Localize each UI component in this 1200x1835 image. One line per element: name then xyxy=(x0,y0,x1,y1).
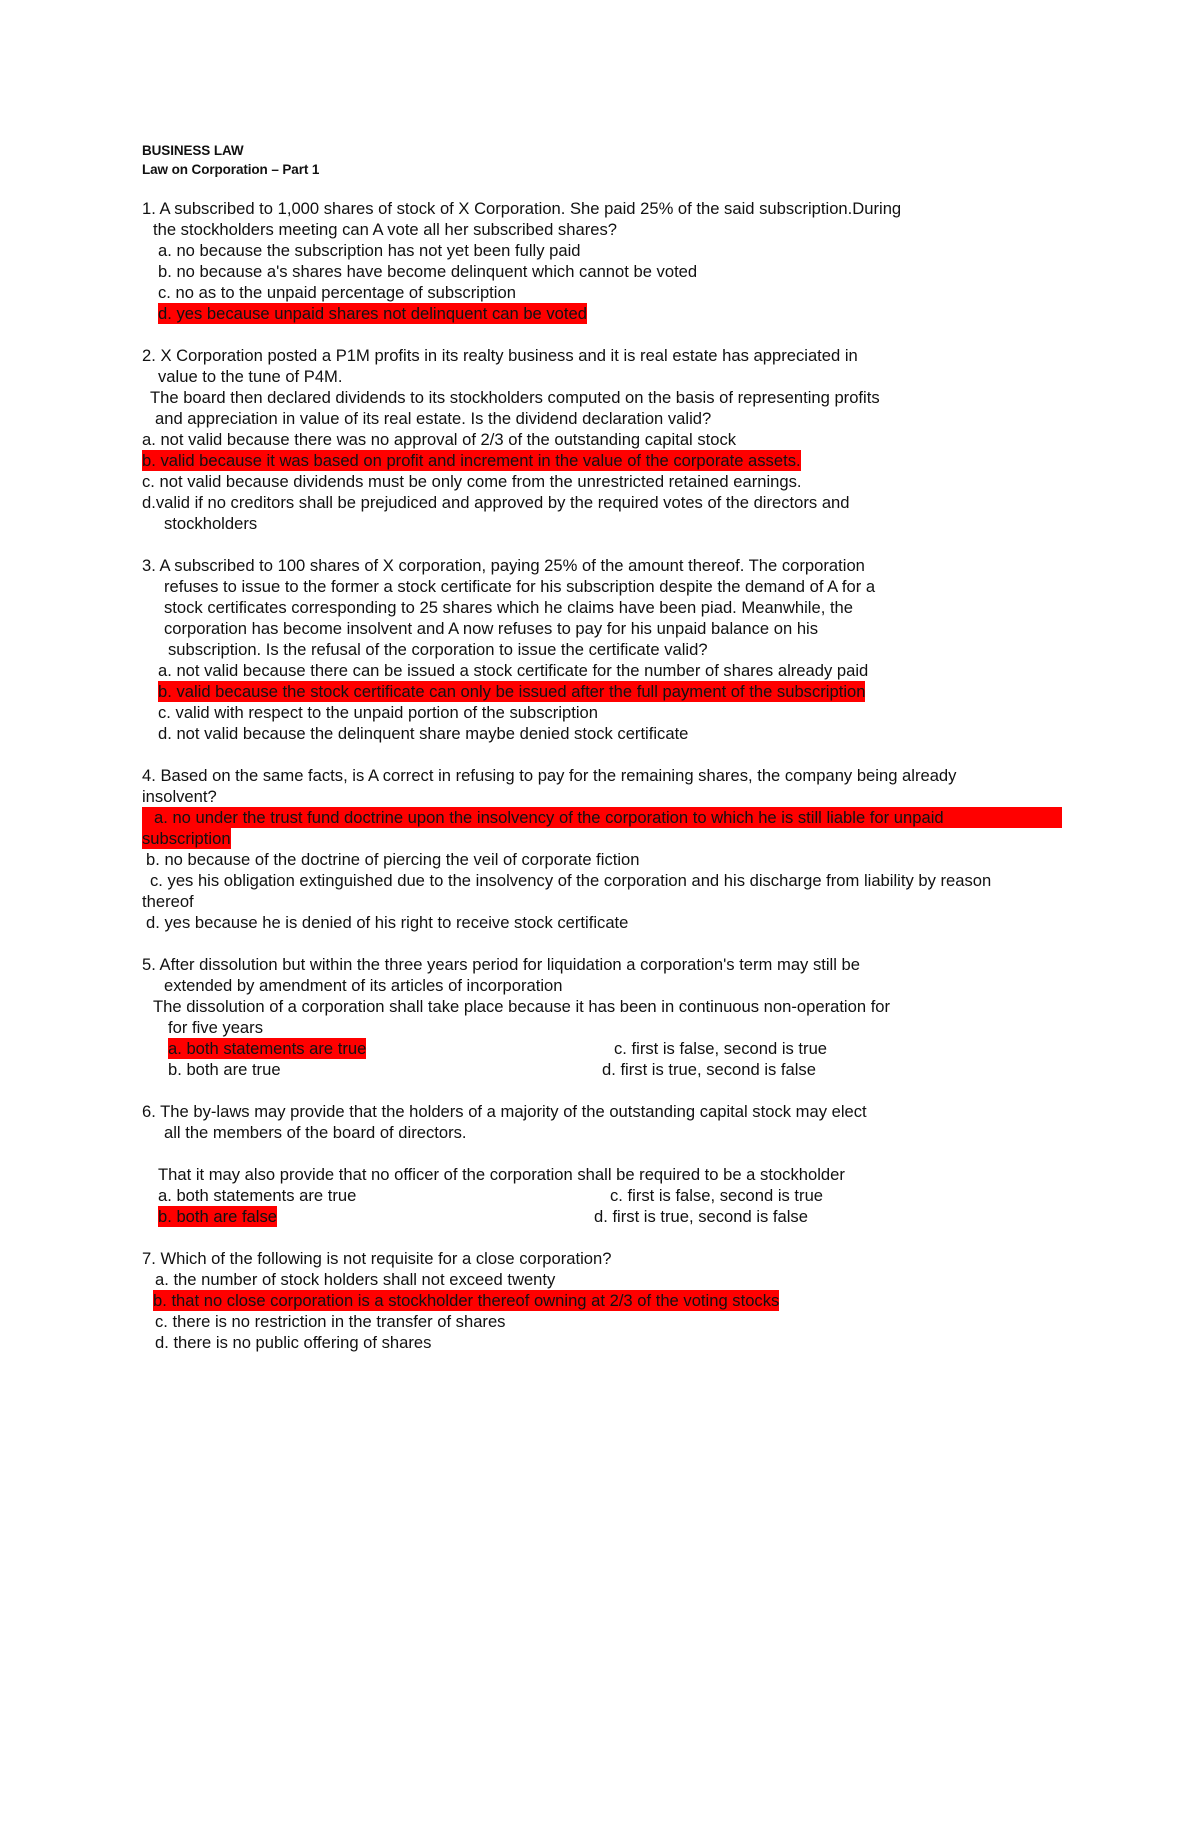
document-title: BUSINESS LAW xyxy=(142,143,244,158)
q4-option-d: d. yes because he is denied of his right to receive stock certificate xyxy=(146,913,629,932)
q2-option-d-line-1: d.valid if no creditors shall be prejudiced and approved by the required votes of the directors and xyxy=(142,493,850,512)
q2-line-3: The board then declared dividends to its stockholders computed on the basis of representing profits xyxy=(150,388,880,407)
q1-line-1: 1. A subscribed to 1,000 shares of stock of X Corporation. She paid 25% of the said subscription.During xyxy=(142,199,902,218)
q1-option-a: a. no because the subscription has not yet been fully paid xyxy=(158,241,581,260)
q6-option-a: a. both statements are true xyxy=(158,1186,357,1205)
q4-line-2: insolvent? xyxy=(142,787,217,806)
q7-option-b-answer: b. that no close corporation is a stockholder thereof owning at 2/3 of the voting stocks xyxy=(153,1291,780,1310)
q3-option-a: a. not valid because there can be issued a stock certificate for the number of shares already paid xyxy=(158,661,869,680)
q2-option-a: a. not valid because there was no approval of 2/3 of the outstanding capital stock xyxy=(142,430,737,449)
q5-line-3: The dissolution of a corporation shall take place because it has been in continuous non-operation for xyxy=(153,997,891,1016)
q2-line-2: value to the tune of P4M. xyxy=(158,367,343,386)
q3-line-5: subscription. Is the refusal of the corporation to issue the certificate valid? xyxy=(168,640,708,659)
q2-line-1: 2. X Corporation posted a P1M profits in its realty business and it is real estate has appreciated in xyxy=(142,346,858,365)
q4-line-1: 4. Based on the same facts, is A correct in refusing to pay for the remaining shares, the company being already xyxy=(142,766,957,785)
q4-option-a-line-2-answer: subscription xyxy=(142,829,231,848)
q7-option-d: d. there is no public offering of shares xyxy=(155,1333,432,1352)
document-subtitle: Law on Corporation – Part 1 xyxy=(142,162,320,177)
q5-line-2: extended by amendment of its articles of incorporation xyxy=(164,976,563,995)
q7-line-1: 7. Which of the following is not requisite for a close corporation? xyxy=(142,1249,612,1268)
q1-line-2: the stockholders meeting can A vote all her subscribed shares? xyxy=(153,220,617,239)
q5-line-1: 5. After dissolution but within the three years period for liquidation a corporation's term may still be xyxy=(142,955,860,974)
q1-option-b: b. no because a's shares have become delinquent which cannot be voted xyxy=(158,262,698,281)
q2-line-4: and appreciation in value of its real estate. Is the dividend declaration valid? xyxy=(155,409,712,428)
q5-option-d: d. first is true, second is false xyxy=(602,1060,816,1079)
q5-option-b: b. both are true xyxy=(168,1060,281,1079)
q6-line-3: That it may also provide that no officer of the corporation shall be required to be a stockholder xyxy=(158,1165,845,1184)
q3-option-d: d. not valid because the delinquent share maybe denied stock certificate xyxy=(158,724,689,743)
q5-option-c: c. first is false, second is true xyxy=(614,1039,828,1058)
q3-line-3: stock certificates corresponding to 25 shares which he claims have been piad. Meanwhile, the xyxy=(164,598,854,617)
q7-option-a: a. the number of stock holders shall not exceed twenty xyxy=(155,1270,556,1289)
q6-line-2: all the members of the board of directors. xyxy=(164,1123,467,1142)
q5-option-a-answer: a. both statements are true xyxy=(168,1039,367,1058)
q6-option-d: d. first is true, second is false xyxy=(594,1207,808,1226)
q2-option-d-line-2: stockholders xyxy=(164,514,258,533)
q1-option-c: c. no as to the unpaid percentage of subscription xyxy=(158,283,516,302)
q3-line-1: 3. A subscribed to 100 shares of X corporation, paying 25% of the amount thereof. The corporation xyxy=(142,556,865,575)
q4-option-b: b. no because of the doctrine of piercing the veil of corporate fiction xyxy=(146,850,640,869)
q4-option-c-line-2: thereof xyxy=(142,892,194,911)
q6-option-c: c. first is false, second is true xyxy=(610,1186,824,1205)
q6-option-b-answer: b. both are false xyxy=(158,1207,278,1226)
q1-option-d-answer: d. yes because unpaid shares not delinquent can be voted xyxy=(158,304,587,323)
q3-option-c: c. valid with respect to the unpaid portion of the subscription xyxy=(158,703,598,722)
q2-option-b-answer: b. valid because it was based on profit and increment in the value of the corporate assets. xyxy=(142,451,801,470)
q4-option-a-text: a. no under the trust fund doctrine upon the insolvency of the corporation to which he is still liable for unpaid xyxy=(154,808,944,827)
q3-line-4: corporation has become insolvent and A now refuses to pay for his unpaid balance on his xyxy=(164,619,819,638)
q7-option-c: c. there is no restriction in the transfer of shares xyxy=(155,1312,506,1331)
q3-line-2: refuses to issue to the former a stock certificate for his subscription despite the demand of A for a xyxy=(164,577,876,596)
q4-option-a-line-1-answer xyxy=(142,807,1062,828)
q2-option-c: c. not valid because dividends must be only come from the unrestricted retained earnings. xyxy=(142,472,802,491)
q5-line-4: for five years xyxy=(168,1018,263,1037)
q6-line-1: 6. The by-laws may provide that the holders of a majority of the outstanding capital stock may elect xyxy=(142,1102,867,1121)
q4-option-c-line-1: c. yes his obligation extinguished due to the insolvency of the corporation and his discharge from liability by reason xyxy=(150,871,992,890)
q3-option-b-answer: b. valid because the stock certificate can only be issued after the full payment of the subscription xyxy=(158,682,866,701)
